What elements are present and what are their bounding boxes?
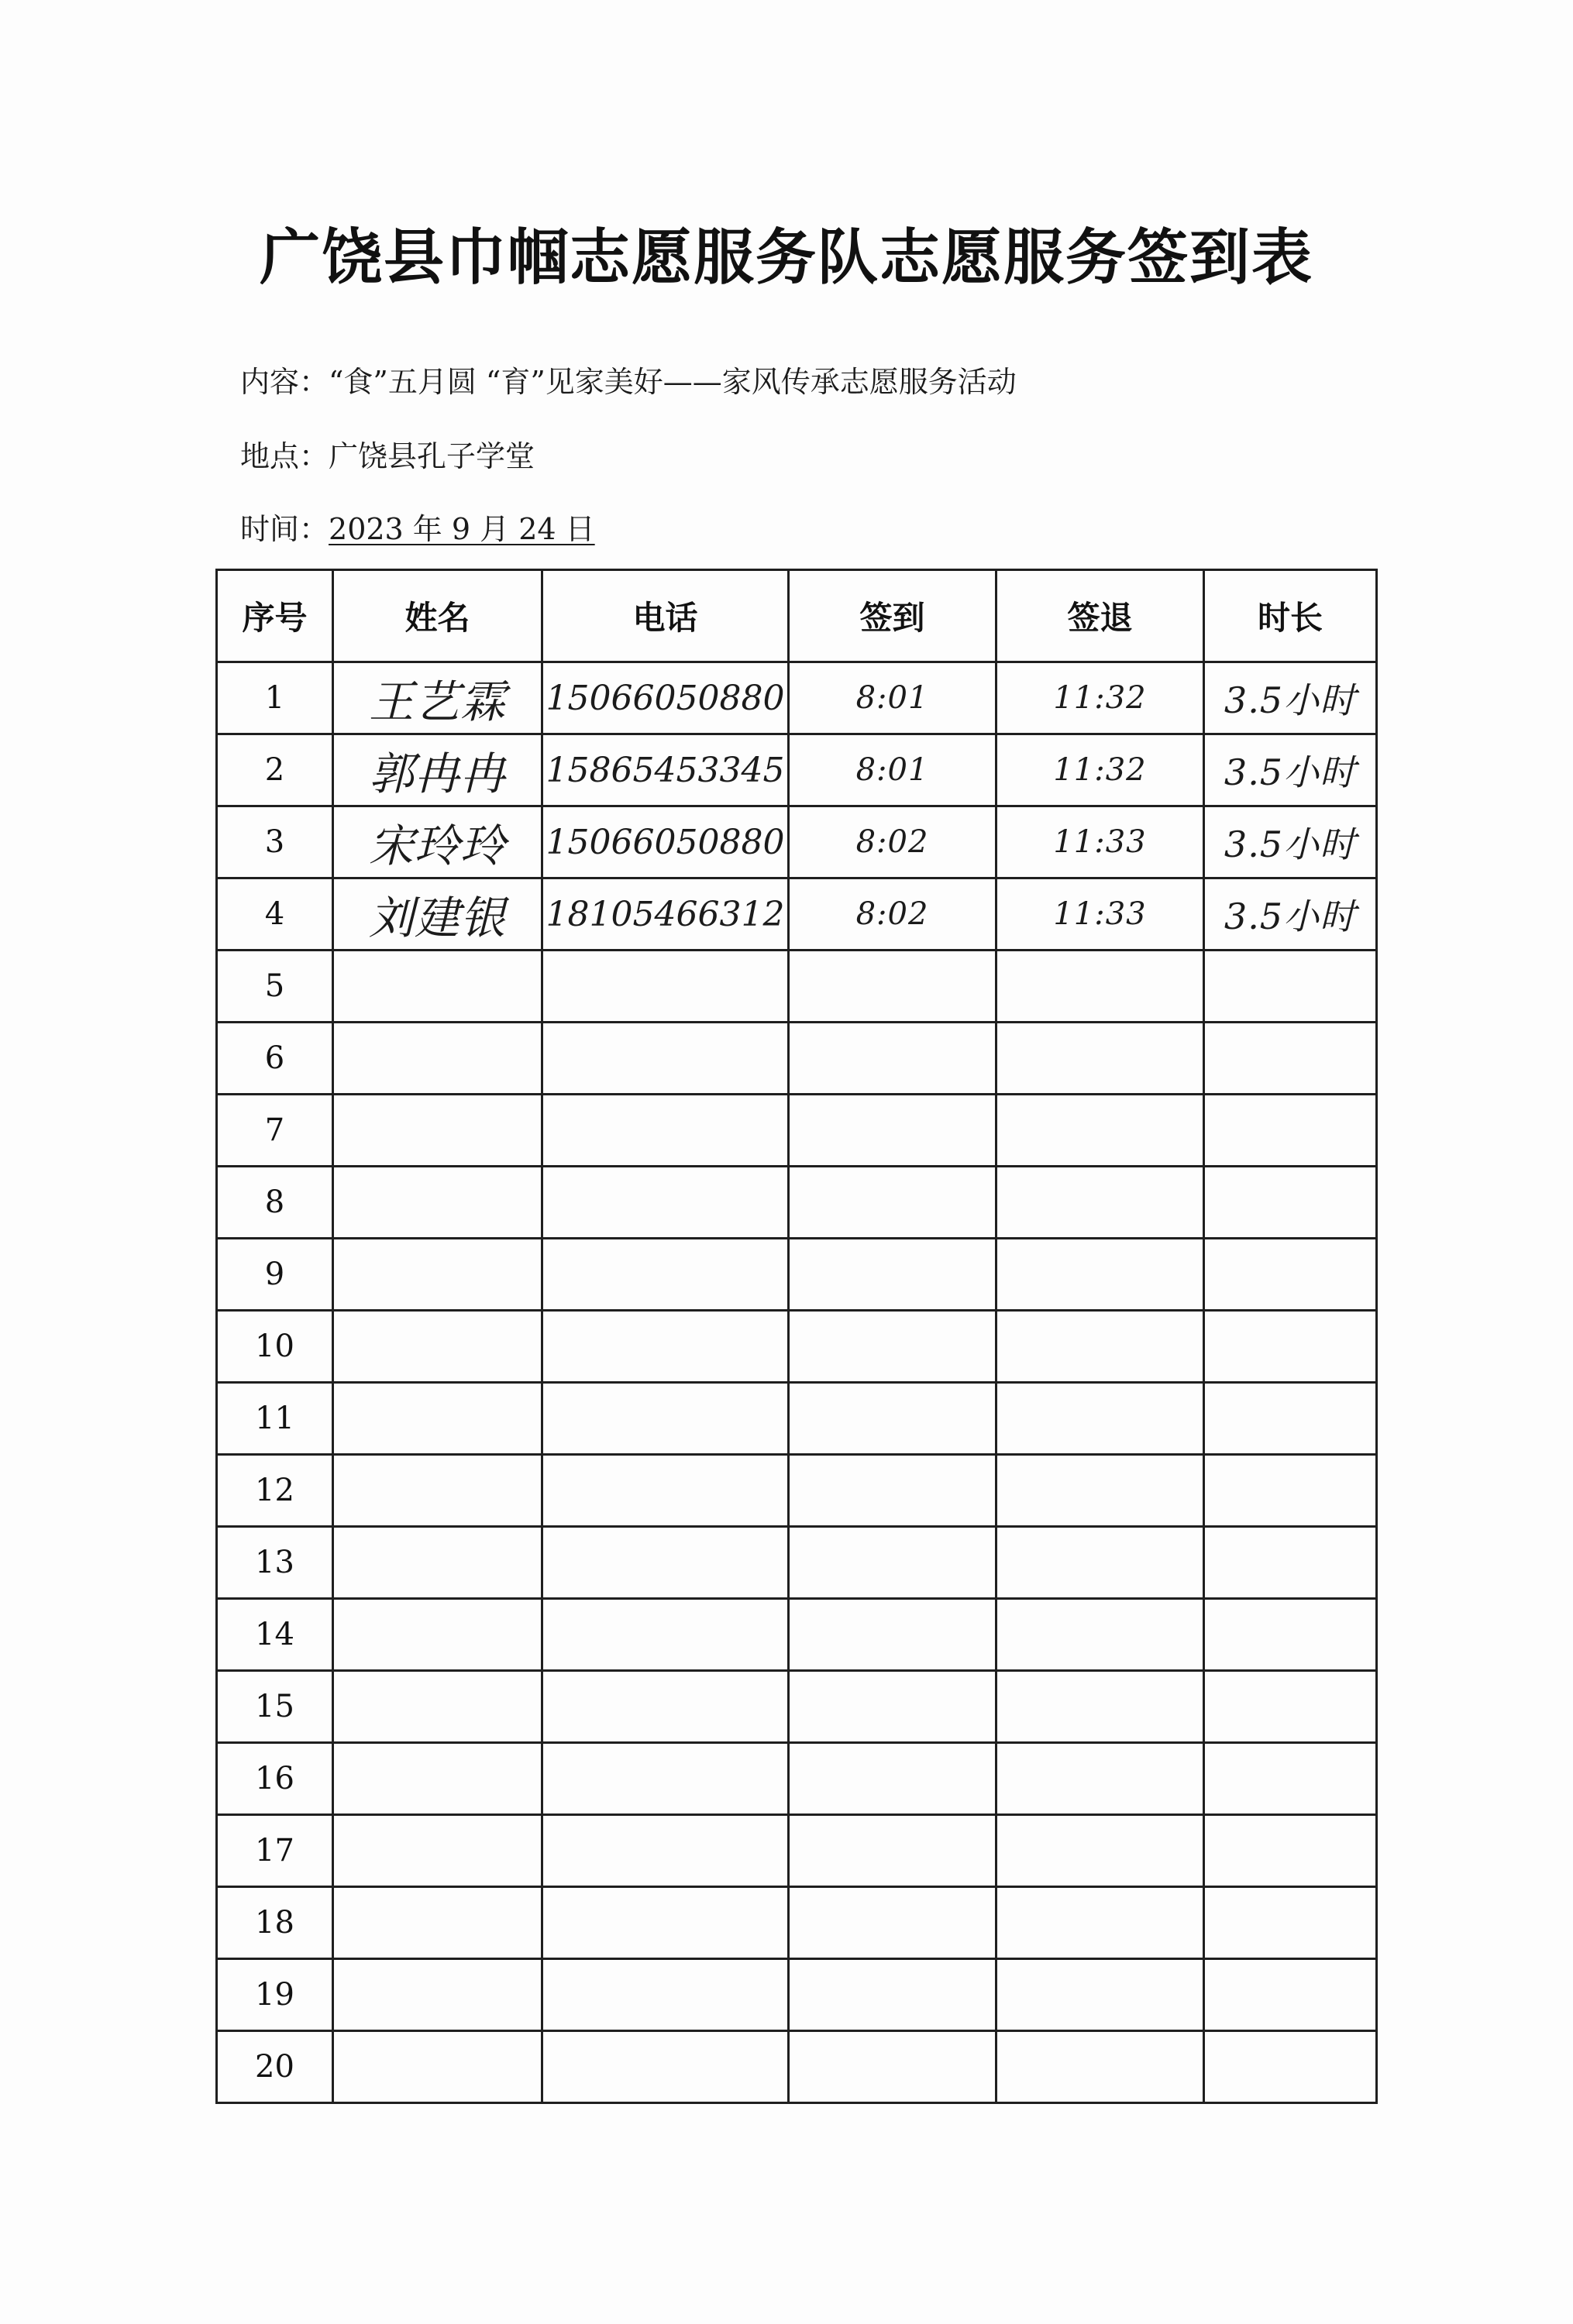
cell-sign-in [789,1311,996,1383]
cell-seq: 19 [217,1959,333,2031]
cell-seq: 11 [217,1383,333,1455]
cell-name [333,1095,542,1167]
table-row [217,1527,1377,1599]
table-row [217,1023,1377,1095]
cell-seq: 7 [217,1095,333,1167]
cell-duration [1204,1383,1377,1455]
table-row [217,806,1377,878]
cell-phone: 18105466312 [542,878,789,951]
cell-sign-out [996,1239,1204,1311]
table-row [217,734,1377,806]
cell-sign-in [789,1599,996,1671]
activity-content-line: 内容：“食”五月圆 “育”见家美好——家风传承志愿服务活动 [240,365,1017,399]
cell-phone [542,1887,789,1959]
cell-sign-in [789,2031,996,2103]
table-row [217,2031,1377,2103]
cell-sign-out [996,1959,1204,2031]
table-body [217,662,1377,2103]
cell-sign-in [789,1959,996,2031]
cell-name [333,1959,542,2031]
cell-sign-out [996,1167,1204,1239]
cell-sign-out [996,951,1204,1023]
cell-sign-in: 8:02 [789,878,996,951]
table-row [217,1743,1377,1815]
cell-duration [1204,1095,1377,1167]
table-row [217,1239,1377,1311]
header-seq: 序号 [217,570,333,662]
cell-duration [1204,1815,1377,1887]
cell-sign-in: 8:02 [789,806,996,878]
cell-name: 刘建银 [333,878,542,951]
cell-phone [542,1455,789,1527]
cell-seq: 10 [217,1311,333,1383]
cell-duration [1204,1599,1377,1671]
cell-sign-out [996,1743,1204,1815]
cell-name [333,1239,542,1311]
cell-seq: 18 [217,1887,333,1959]
cell-sign-out [996,1527,1204,1599]
cell-duration [1204,1239,1377,1311]
cell-name [333,1311,542,1383]
cell-sign-in [789,951,996,1023]
table-row [217,1959,1377,2031]
cell-seq: 14 [217,1599,333,1671]
cell-sign-in [789,1527,996,1599]
cell-sign-in [789,1887,996,1959]
cell-seq: 8 [217,1167,333,1239]
cell-sign-out: 11:33 [996,878,1204,951]
cell-duration [1204,1023,1377,1095]
cell-phone [542,951,789,1023]
cell-phone [542,1239,789,1311]
cell-phone: 15066050880 [542,662,789,734]
cell-seq: 5 [217,951,333,1023]
table-header-row [217,570,1377,662]
cell-sign-out [996,2031,1204,2103]
cell-seq: 9 [217,1239,333,1311]
cell-sign-out [996,1311,1204,1383]
cell-sign-in [789,1383,996,1455]
cell-name [333,1167,542,1239]
cell-duration [1204,1959,1377,2031]
cell-seq: 16 [217,1743,333,1815]
cell-duration: 3.5小时 [1204,878,1377,951]
cell-name: 王艺霖 [333,662,542,734]
cell-duration [1204,1743,1377,1815]
cell-sign-out [996,1815,1204,1887]
cell-sign-in [789,1239,996,1311]
header-sign-in: 签到 [789,570,996,662]
page-title: 广饶县巾帼志愿服务队志愿服务签到表 [259,223,1313,293]
cell-name [333,1743,542,1815]
cell-seq: 1 [217,662,333,734]
table-row [217,951,1377,1023]
cell-name [333,2031,542,2103]
table-row [217,878,1377,951]
cell-sign-in [789,1815,996,1887]
header-sign-out: 签退 [996,570,1204,662]
cell-duration [1204,2031,1377,2103]
cell-phone: 15066050880 [542,806,789,878]
cell-sign-out [996,1383,1204,1455]
cell-sign-out [996,1671,1204,1743]
cell-sign-in: 8:01 [789,662,996,734]
cell-phone [542,1599,789,1671]
cell-duration [1204,1887,1377,1959]
cell-name [333,1671,542,1743]
cell-sign-in: 8:01 [789,734,996,806]
cell-phone [542,1023,789,1095]
cell-name [333,1455,542,1527]
cell-sign-out: 11:32 [996,662,1204,734]
cell-phone [542,1743,789,1815]
table-row [217,1383,1377,1455]
header-name: 姓名 [333,570,542,662]
cell-sign-in [789,1671,996,1743]
cell-seq: 13 [217,1527,333,1599]
cell-name: 郭冉冉 [333,734,542,806]
cell-sign-in [789,1023,996,1095]
cell-duration [1204,1455,1377,1527]
time-value: 2023 年 9 月 24 日 [329,512,595,546]
cell-sign-in [789,1167,996,1239]
cell-phone [542,1383,789,1455]
cell-phone [542,1671,789,1743]
cell-seq: 6 [217,1023,333,1095]
cell-sign-out [996,1599,1204,1671]
cell-phone: 15865453345 [542,734,789,806]
cell-phone [542,2031,789,2103]
cell-name [333,1815,542,1887]
cell-seq: 20 [217,2031,333,2103]
cell-seq: 4 [217,878,333,951]
time-label: 时间： [240,512,329,546]
cell-name [333,1887,542,1959]
cell-sign-out: 11:32 [996,734,1204,806]
header-duration: 时长 [1204,570,1377,662]
cell-duration [1204,1311,1377,1383]
cell-phone [542,1959,789,2031]
cell-duration [1204,951,1377,1023]
sign-in-table [215,569,1378,2104]
cell-seq: 17 [217,1815,333,1887]
cell-sign-out [996,1095,1204,1167]
cell-phone [542,1095,789,1167]
cell-name [333,1527,542,1599]
table-row [217,1311,1377,1383]
activity-location-line: 地点：广饶县孔子学堂 [240,439,535,473]
cell-duration [1204,1167,1377,1239]
cell-name [333,1023,542,1095]
cell-name [333,951,542,1023]
header-phone: 电话 [542,570,789,662]
cell-name [333,1383,542,1455]
cell-phone [542,1167,789,1239]
cell-sign-in [789,1455,996,1527]
cell-sign-out [996,1023,1204,1095]
cell-duration: 3.5小时 [1204,662,1377,734]
cell-duration: 3.5小时 [1204,806,1377,878]
cell-sign-in [789,1743,996,1815]
table-row [217,1887,1377,1959]
cell-sign-out [996,1887,1204,1959]
cell-phone [542,1815,789,1887]
cell-seq: 15 [217,1671,333,1743]
cell-duration: 3.5小时 [1204,734,1377,806]
table-row [217,1455,1377,1527]
cell-name [333,1599,542,1671]
table-row [217,1815,1377,1887]
cell-seq: 2 [217,734,333,806]
table-row [217,1671,1377,1743]
table-row [217,662,1377,734]
table-row [217,1599,1377,1671]
cell-duration [1204,1527,1377,1599]
cell-phone [542,1527,789,1599]
cell-sign-in [789,1095,996,1167]
cell-seq: 3 [217,806,333,878]
table-row [217,1095,1377,1167]
cell-sign-out: 11:33 [996,806,1204,878]
table-row [217,1167,1377,1239]
cell-sign-out [996,1455,1204,1527]
cell-phone [542,1311,789,1383]
cell-seq: 12 [217,1455,333,1527]
cell-duration [1204,1671,1377,1743]
activity-time-line [240,505,595,548]
cell-name: 宋玲玲 [333,806,542,878]
